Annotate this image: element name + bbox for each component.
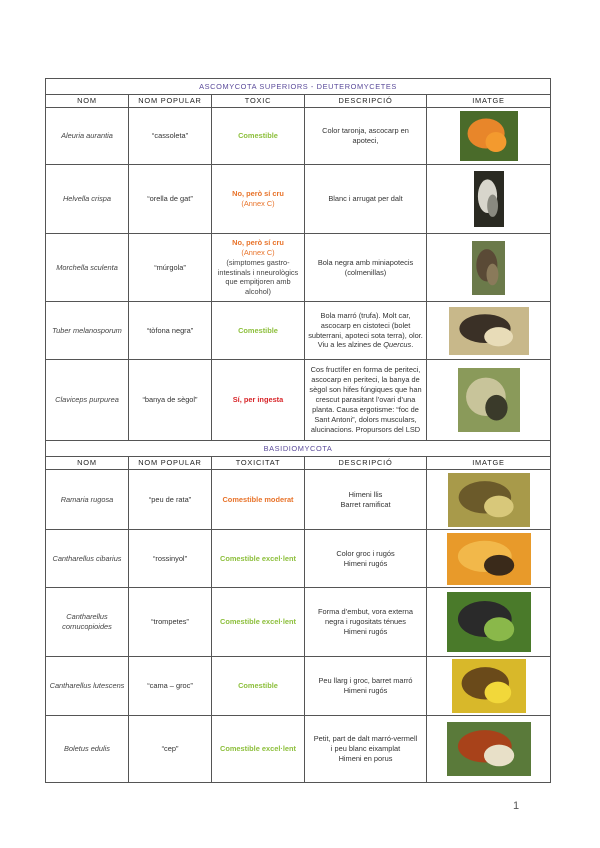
column-header: TOXICITAT <box>212 457 305 470</box>
description-cell <box>305 588 427 657</box>
toxicity-cell <box>212 470 305 530</box>
toxicity-label: Comestible excel·lent <box>220 553 296 563</box>
popular-name: “cassoleta” <box>129 108 212 165</box>
mushroom-photo <box>460 111 518 161</box>
toxicity-annex: (Annex C) <box>241 199 275 208</box>
scientific-name: Claviceps purpurea <box>46 360 129 441</box>
table-row <box>46 470 551 530</box>
description-cell <box>305 108 427 165</box>
description-line: (colmenillas) <box>344 267 387 277</box>
table-row <box>46 716 551 783</box>
table-row <box>46 588 551 657</box>
mushroom-photo <box>458 368 520 432</box>
basidiomycota-section-title: BASIDIOMYCOTA <box>46 441 551 457</box>
toxicity-label: Comestible excel·lent <box>220 744 296 753</box>
mushroom-photo <box>447 722 531 776</box>
popular-name: “trompetes” <box>129 588 212 657</box>
ascomycota-header-row <box>46 95 551 108</box>
toxicity-label: No, però sí cru <box>232 237 284 247</box>
toxicity-cell <box>212 165 305 234</box>
mushroom-photo <box>447 592 531 652</box>
image-cell <box>427 302 551 360</box>
popular-name: “banya de sègol” <box>129 360 212 441</box>
scientific-name: Cantharellus cornucopioides <box>46 588 129 657</box>
mushroom-photo <box>447 533 531 585</box>
column-header: NOM <box>46 457 129 470</box>
toxicity-cell <box>212 360 305 441</box>
basidiomycota-title-row <box>46 441 551 457</box>
image-cell <box>427 588 551 657</box>
description-line: Cos fructífer en forma de periteci, ascocarp en periteci, la banya de sègol son hifes fúngiques que han crescut parasitant l’ovari d’una planta. Causa ergotisme: “foc de Sant Antoni”, dolors musculars, alucinacions. Propursors del LSD <box>309 365 422 434</box>
scientific-name: Boletus edulis <box>46 716 129 783</box>
table-row <box>46 657 551 716</box>
popular-name: “orella de gat” <box>129 165 212 234</box>
toxicity-cell <box>212 657 305 716</box>
description-line: negra i rugositats ténues <box>325 617 406 626</box>
description-text: Quercus <box>383 340 412 350</box>
image-cell <box>427 360 551 441</box>
description-line: apoteci, <box>352 136 379 145</box>
description-cell <box>305 470 427 530</box>
toxicity-label: Comestible moderat <box>222 494 294 504</box>
table-row <box>46 530 551 588</box>
ascomycota-section-title: ASCOMYCOTA SUPERIORS - DEUTEROMYCETES <box>46 79 551 95</box>
column-header: NOM POPULAR <box>129 457 212 470</box>
description-line: Himeni rugós <box>343 686 388 695</box>
ascomycota-title-row <box>46 79 551 95</box>
column-header: DESCRIPCIÓ <box>305 457 427 470</box>
description-cell <box>305 302 427 360</box>
popular-name: “tòfona negra” <box>129 302 212 360</box>
scientific-name: Cantharellus lutescens <box>46 657 129 716</box>
table-row <box>46 165 551 234</box>
mushroom-photo <box>452 659 526 713</box>
scientific-name: Morchella sculenta <box>46 234 129 302</box>
image-cell <box>427 234 551 302</box>
toxicity-annex: (Annex C) <box>241 247 275 257</box>
description-line: Himeni en porus <box>338 753 393 763</box>
column-header: DESCRIPCIÓ <box>305 95 427 108</box>
table-row <box>46 302 551 360</box>
column-header: IMATGE <box>427 457 551 470</box>
basidiomycota-header-row <box>46 457 551 470</box>
description-cell <box>305 360 427 441</box>
description-cell <box>305 530 427 588</box>
toxicity-cell <box>212 234 305 302</box>
image-cell <box>427 108 551 165</box>
column-header: NOM POPULAR <box>129 95 212 108</box>
description-line: Color groc i rugós <box>336 548 395 558</box>
toxicity-cell <box>212 530 305 588</box>
popular-name: “cama – groc” <box>129 657 212 716</box>
toxicity-cell <box>212 108 305 165</box>
toxicity-label: Sí, per ingesta <box>232 395 284 404</box>
toxicity-label: Comestible <box>238 681 278 690</box>
description-cell <box>305 657 427 716</box>
description-line: Himeni rugós <box>343 558 388 568</box>
fungi-table <box>45 78 551 783</box>
description-line: Blanc i arrugat per dalt <box>328 194 403 203</box>
column-header: NOM <box>46 95 129 108</box>
popular-name: “múrgola” <box>129 234 212 302</box>
description-line: Peu llarg i groc, barret marró <box>318 676 413 686</box>
description-text: . <box>411 340 414 350</box>
popular-name: “cep” <box>129 716 212 783</box>
image-cell <box>427 530 551 588</box>
toxicity-note: (simptomes gastro-intestinals i nneurològics que empitjoren amb alcohol) <box>217 257 299 297</box>
scientific-name: Ramaria rugosa <box>46 470 129 530</box>
description-line: Color taronja, ascocarp en <box>322 126 409 136</box>
image-cell <box>427 716 551 783</box>
description-line: Barret ramificat <box>340 499 391 509</box>
popular-name: “rossinyol” <box>129 530 212 588</box>
toxicity-cell <box>212 588 305 657</box>
toxicity-cell <box>212 302 305 360</box>
description-line: i peu blanc eixamplat <box>330 744 401 753</box>
image-cell <box>427 657 551 716</box>
table-row <box>46 108 551 165</box>
mushroom-photo <box>472 241 505 295</box>
image-cell <box>427 165 551 234</box>
description-cell <box>305 234 427 302</box>
toxicity-label: Comestible <box>238 131 278 140</box>
description-line: Himeni rugós <box>343 626 388 636</box>
description-line: Petit, part de dalt marró-vermell <box>313 734 418 744</box>
table-row <box>46 360 551 441</box>
toxicity-label: No, però sí cru <box>232 189 284 199</box>
toxicity-label: Comestible <box>238 325 278 335</box>
image-cell <box>427 470 551 530</box>
column-header: TOXIC <box>212 95 305 108</box>
description-cell <box>305 716 427 783</box>
column-header: IMATGE <box>427 95 551 108</box>
page-number: 1 <box>513 800 520 812</box>
scientific-name: Helvella crispa <box>46 165 129 234</box>
scientific-name: Cantharellus cibarius <box>46 530 129 588</box>
toxicity-cell <box>212 716 305 783</box>
description-line: Forma d’embut, vora externa <box>318 607 413 617</box>
toxicity-label: Comestible excel·lent <box>220 617 296 626</box>
description-line: Bola negra amb miniapotecis <box>317 257 414 267</box>
scientific-name: Aleuria aurantia <box>46 108 129 165</box>
popular-name: “peu de rata” <box>129 470 212 530</box>
description-line: Himeni llis <box>348 489 383 499</box>
mushroom-photo <box>449 307 529 355</box>
description-cell <box>305 165 427 234</box>
description-text: Bola marró (trufa). Molt car, ascocarp en cistoteci (bolet subterrani, apoteci sota terra), olor. Viu a les alzines de <box>308 310 423 350</box>
scientific-name: Tuber melanosporum <box>46 302 129 360</box>
mushroom-photo <box>474 171 504 227</box>
mushroom-photo <box>448 473 530 527</box>
table-row <box>46 234 551 302</box>
